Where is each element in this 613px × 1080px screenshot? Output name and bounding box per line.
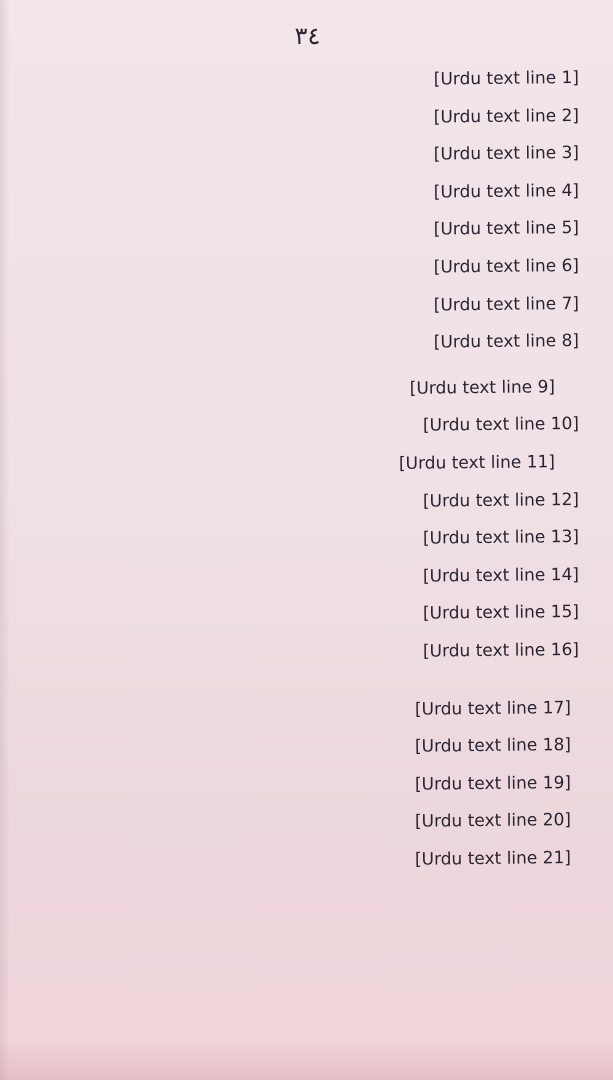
paragraph-5	[36, 698, 579, 868]
text-line: [Urdu text line 7]	[433, 293, 580, 316]
text-line: [Urdu text line 10]	[422, 414, 580, 436]
text-line: [Urdu text line 20]	[414, 810, 572, 832]
text-line: [Urdu text line 11]	[398, 452, 556, 474]
paragraph-3	[36, 377, 579, 435]
text-line: [Urdu text line 5]	[433, 218, 580, 240]
text-line: [Urdu text line 8]	[433, 331, 580, 353]
text-line: [Urdu text line 3]	[433, 143, 580, 165]
text-line: [Urdu text line 2]	[433, 105, 580, 128]
text-line: [Urdu text line 19]	[414, 772, 572, 795]
page-number: ٣٤	[294, 22, 321, 50]
scan-shadow-left	[0, 0, 10, 1080]
text-line: [Urdu text line 21]	[414, 847, 572, 870]
text-line: [Urdu text line 15]	[422, 602, 580, 624]
text-line: [Urdu text line 1]	[433, 68, 580, 90]
scan-shadow-bottom	[0, 1040, 613, 1080]
text-line: [Urdu text line 12]	[422, 489, 580, 512]
text-line: [Urdu text line 13]	[422, 527, 580, 549]
text-line: [Urdu text line 16]	[422, 639, 580, 662]
text-line: [Urdu text line 4]	[433, 180, 580, 203]
paragraph-1	[36, 68, 579, 201]
text-line: [Urdu text line 17]	[414, 697, 572, 720]
text-line: [Urdu text line 9]	[409, 377, 556, 399]
paragraph-4	[36, 452, 579, 660]
text-line: [Urdu text line 14]	[422, 564, 580, 587]
paragraph-2	[36, 218, 579, 351]
text-line: [Urdu text line 18]	[414, 735, 572, 757]
text-line: [Urdu text line 6]	[433, 255, 580, 278]
